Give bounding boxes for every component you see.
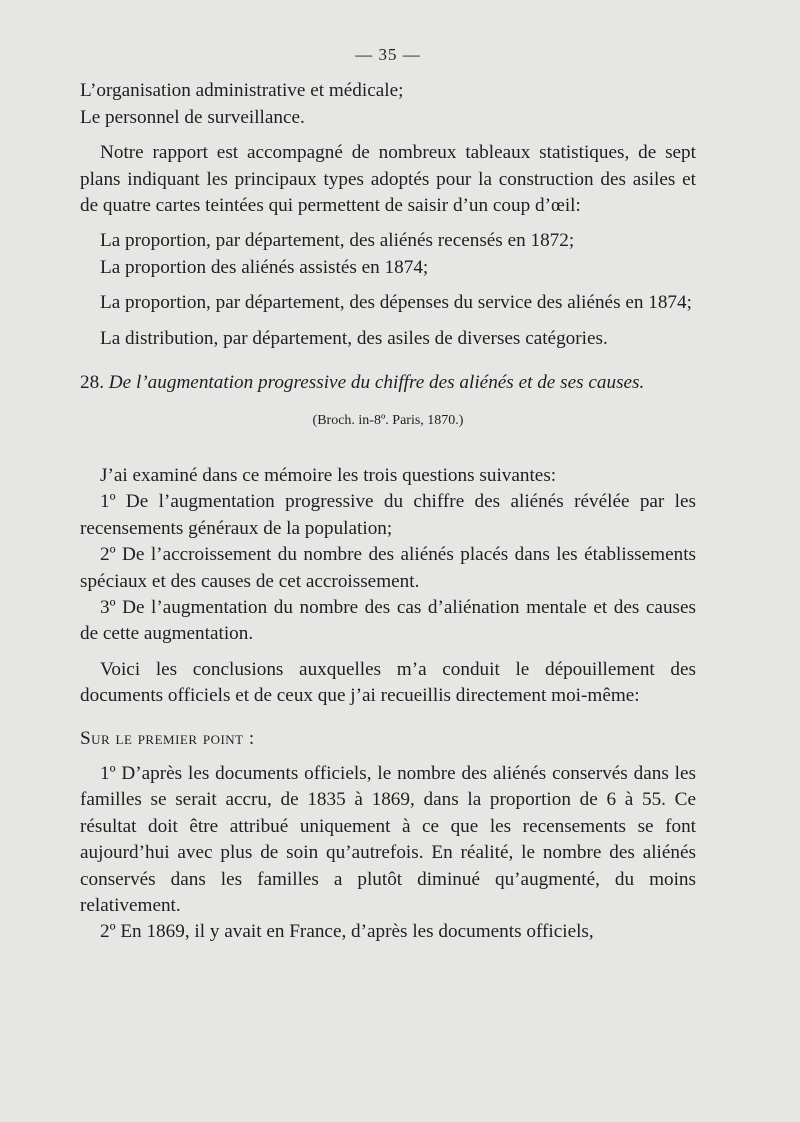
section-heading: [80, 370, 696, 396]
list-item: La proportion, par département, des aliénés recensés en 1872;: [100, 230, 575, 252]
paragraph: J’ai examiné dans ce mémoire les trois questions suivantes:: [100, 464, 557, 486]
list-item: 1º De l’augmentation progressive du chiffre des aliénés révélée par les recensements généraux de la population;: [80, 491, 696, 539]
paragraph: Le personnel de surveillance.: [80, 106, 305, 128]
subheading: Sur le premier point :: [80, 727, 255, 749]
list-item: 3º De l’augmentation du nombre des cas d’aliénation mentale et des causes de cette augmentation.: [80, 596, 696, 645]
paragraph: Voici les conclusions auxquelles m’a conduit le dépouillement des documents officiels et de ceux que j’ai recueillis directement moi-même:: [80, 658, 696, 707]
bibliographic-note: (Broch. in-8º. Paris, 1870.): [312, 413, 464, 429]
list-item: La proportion, par département, des dépenses du service des aliénés en 1874;: [100, 292, 692, 314]
section-title: De l’augmentation progressive du chiffre des aliénés et de ses causes.: [108, 372, 645, 394]
list-item: 2º De l’accroissement du nombre des aliénés placés dans les établissements spéciaux et des causes de cet accroissement.: [80, 544, 696, 592]
paragraph: L’organisation administrative et médicale;: [80, 80, 404, 102]
paragraph: 1º D’après les documents officiels, le nombre des aliénés conservés dans les familles se serait accru, de 1835 à 1869, dans la proportion de 6 à 55. Ce résultat doit être attribué uniquement à ce que les recensements se font aujourd’hui avec plus de soin qu’autrefois. En réalité, le nombre des aliénés conservés dans les familles a plutôt diminué qu’augmenté, du moins relativement.: [80, 762, 696, 916]
paragraph: 2º En 1869, il y avait en France, d’après les documents officiels,: [100, 921, 594, 943]
list-item: La distribution, par département, des asiles de diverses catégories.: [100, 327, 608, 349]
list-item: La proportion des aliénés assistés en 1874;: [100, 256, 429, 278]
section-number: 28.: [80, 372, 104, 394]
page-number: — 35 —: [355, 45, 421, 64]
page-text: [80, 42, 696, 946]
paragraph: Notre rapport est accompagné de nombreux tableaux statistiques, de sept plans indiquant les principaux types adoptés pour la construction des asiles et de quatre cartes teintées qui permettent de saisir d’un coup d’œil:: [80, 142, 696, 217]
